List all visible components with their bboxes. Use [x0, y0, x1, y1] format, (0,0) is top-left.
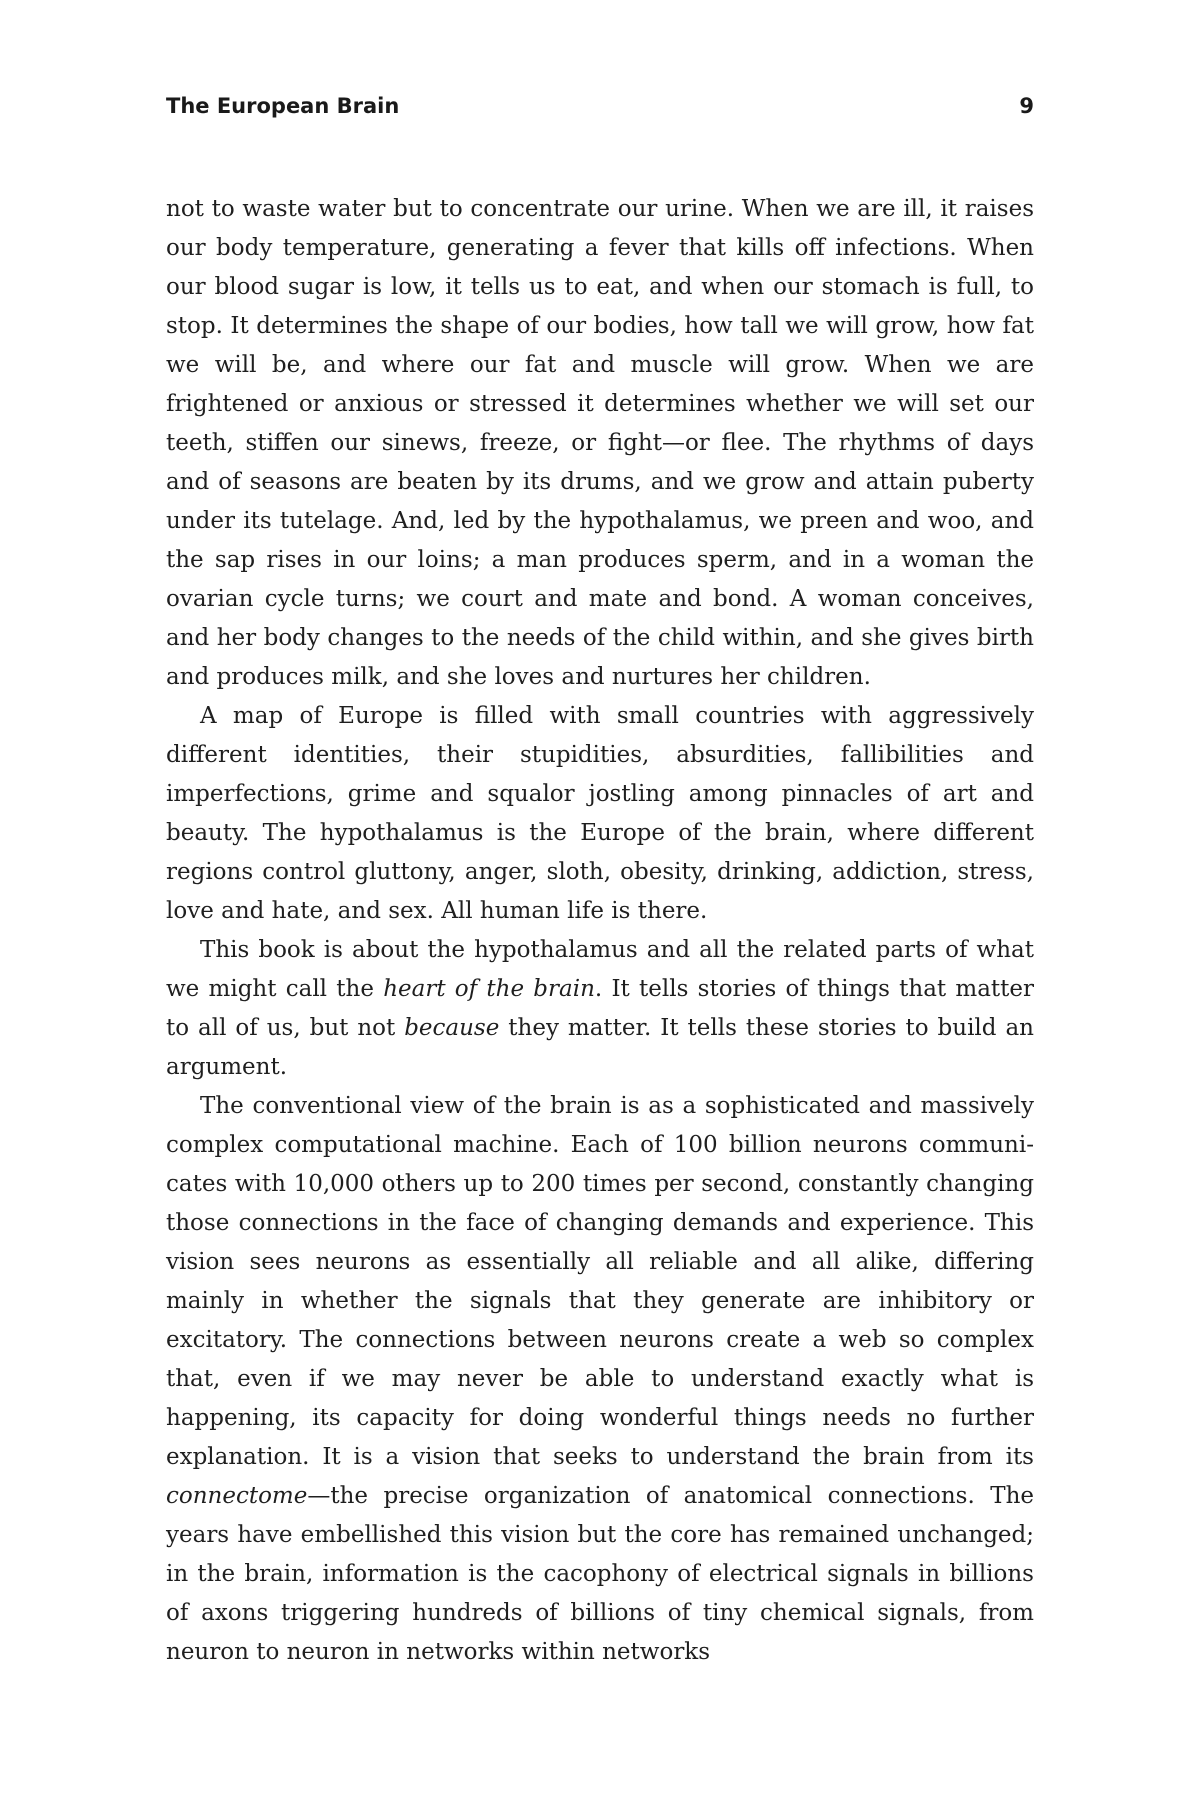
text-run: The conventional view of the brain is as a sophisticated and massively complex computational machine. Each of 100 billion neurons communicates with 10,000 others up to 200 times per second, constantly changing those connections in the face of changing demands and experience. This vision sees neurons as essentially all reliable and all alike, differing mainly in whether the signals that they generate are inhibitory or excitatory. The connections between neurons create a web so complex that, even if we may never be able to understand exactly what is happening, its capacity for doing wonderful things needs no further explanation. It is a vision that seeks to understand the brain from its — [166, 1093, 1034, 1470]
italic-phrase: connectome — [166, 1483, 308, 1509]
body-text — [166, 190, 1034, 1672]
text-run: This book is about the hypothalamus and all the related parts of what we might call the — [166, 937, 1034, 1002]
paragraph — [166, 190, 1034, 697]
chapter-title: The European Brain — [166, 94, 400, 118]
italic-phrase: heart of the brain — [383, 976, 595, 1002]
paragraph — [166, 931, 1034, 1087]
italic-phrase: because — [404, 1015, 500, 1041]
page-number: 9 — [1019, 94, 1034, 118]
text-run: they matter. It tells these stories to build an argument. — [166, 1015, 1034, 1080]
running-head — [166, 94, 1034, 118]
paragraph — [166, 697, 1034, 931]
text-run: —the precise organization of anatomical connections. The years have embellished this vision but the core has remained unchanged; in the brain, information is the cacophony of electrical signals in billions of axons triggering hundreds of billions of tiny chemical signals, from neuron to neuron in networks within networks — [166, 1483, 1034, 1665]
text-run: A map of Europe is filled with small countries with aggressively different identities, their stupidities, absurdities, fallibilities and imperfections, grime and squalor jostling among pinnacles of art and beauty. The hypothalamus is the Europe of the brain, where different regions control gluttony, anger, sloth, obesity, drinking, addiction, stress, love and hate, and sex. All human life is there. — [166, 703, 1034, 924]
text-run: not to waste water but to concentrate our urine. When we are ill, it raises our body temperature, generating a fever that kills off infections. When our blood sugar is low, it tells us to eat, and when our stomach is full, to stop. It determines the shape of our bodies, how tall we will grow, how fat we will be, and where our fat and muscle will grow. When we are frightened or anxious or stressed it determines whether we will set our teeth, stiffen our sinews, freeze, or fight—or flee. The rhythms of days and of seasons are beaten by its drums, and we grow and attain puberty under its tutelage. And, led by the hypothalamus, we preen and woo, and the sap rises in our loins; a man produces sperm, and in a woman the ovarian cycle turns; we court and mate and bond. A woman conceives, and her body changes to the needs of the child within, and she gives birth and produces milk, and she loves and nurtures her children. — [166, 196, 1034, 690]
text-run: . It tells stories of things that matter to all of us, but not — [166, 976, 1035, 1041]
paragraph — [166, 1087, 1034, 1672]
